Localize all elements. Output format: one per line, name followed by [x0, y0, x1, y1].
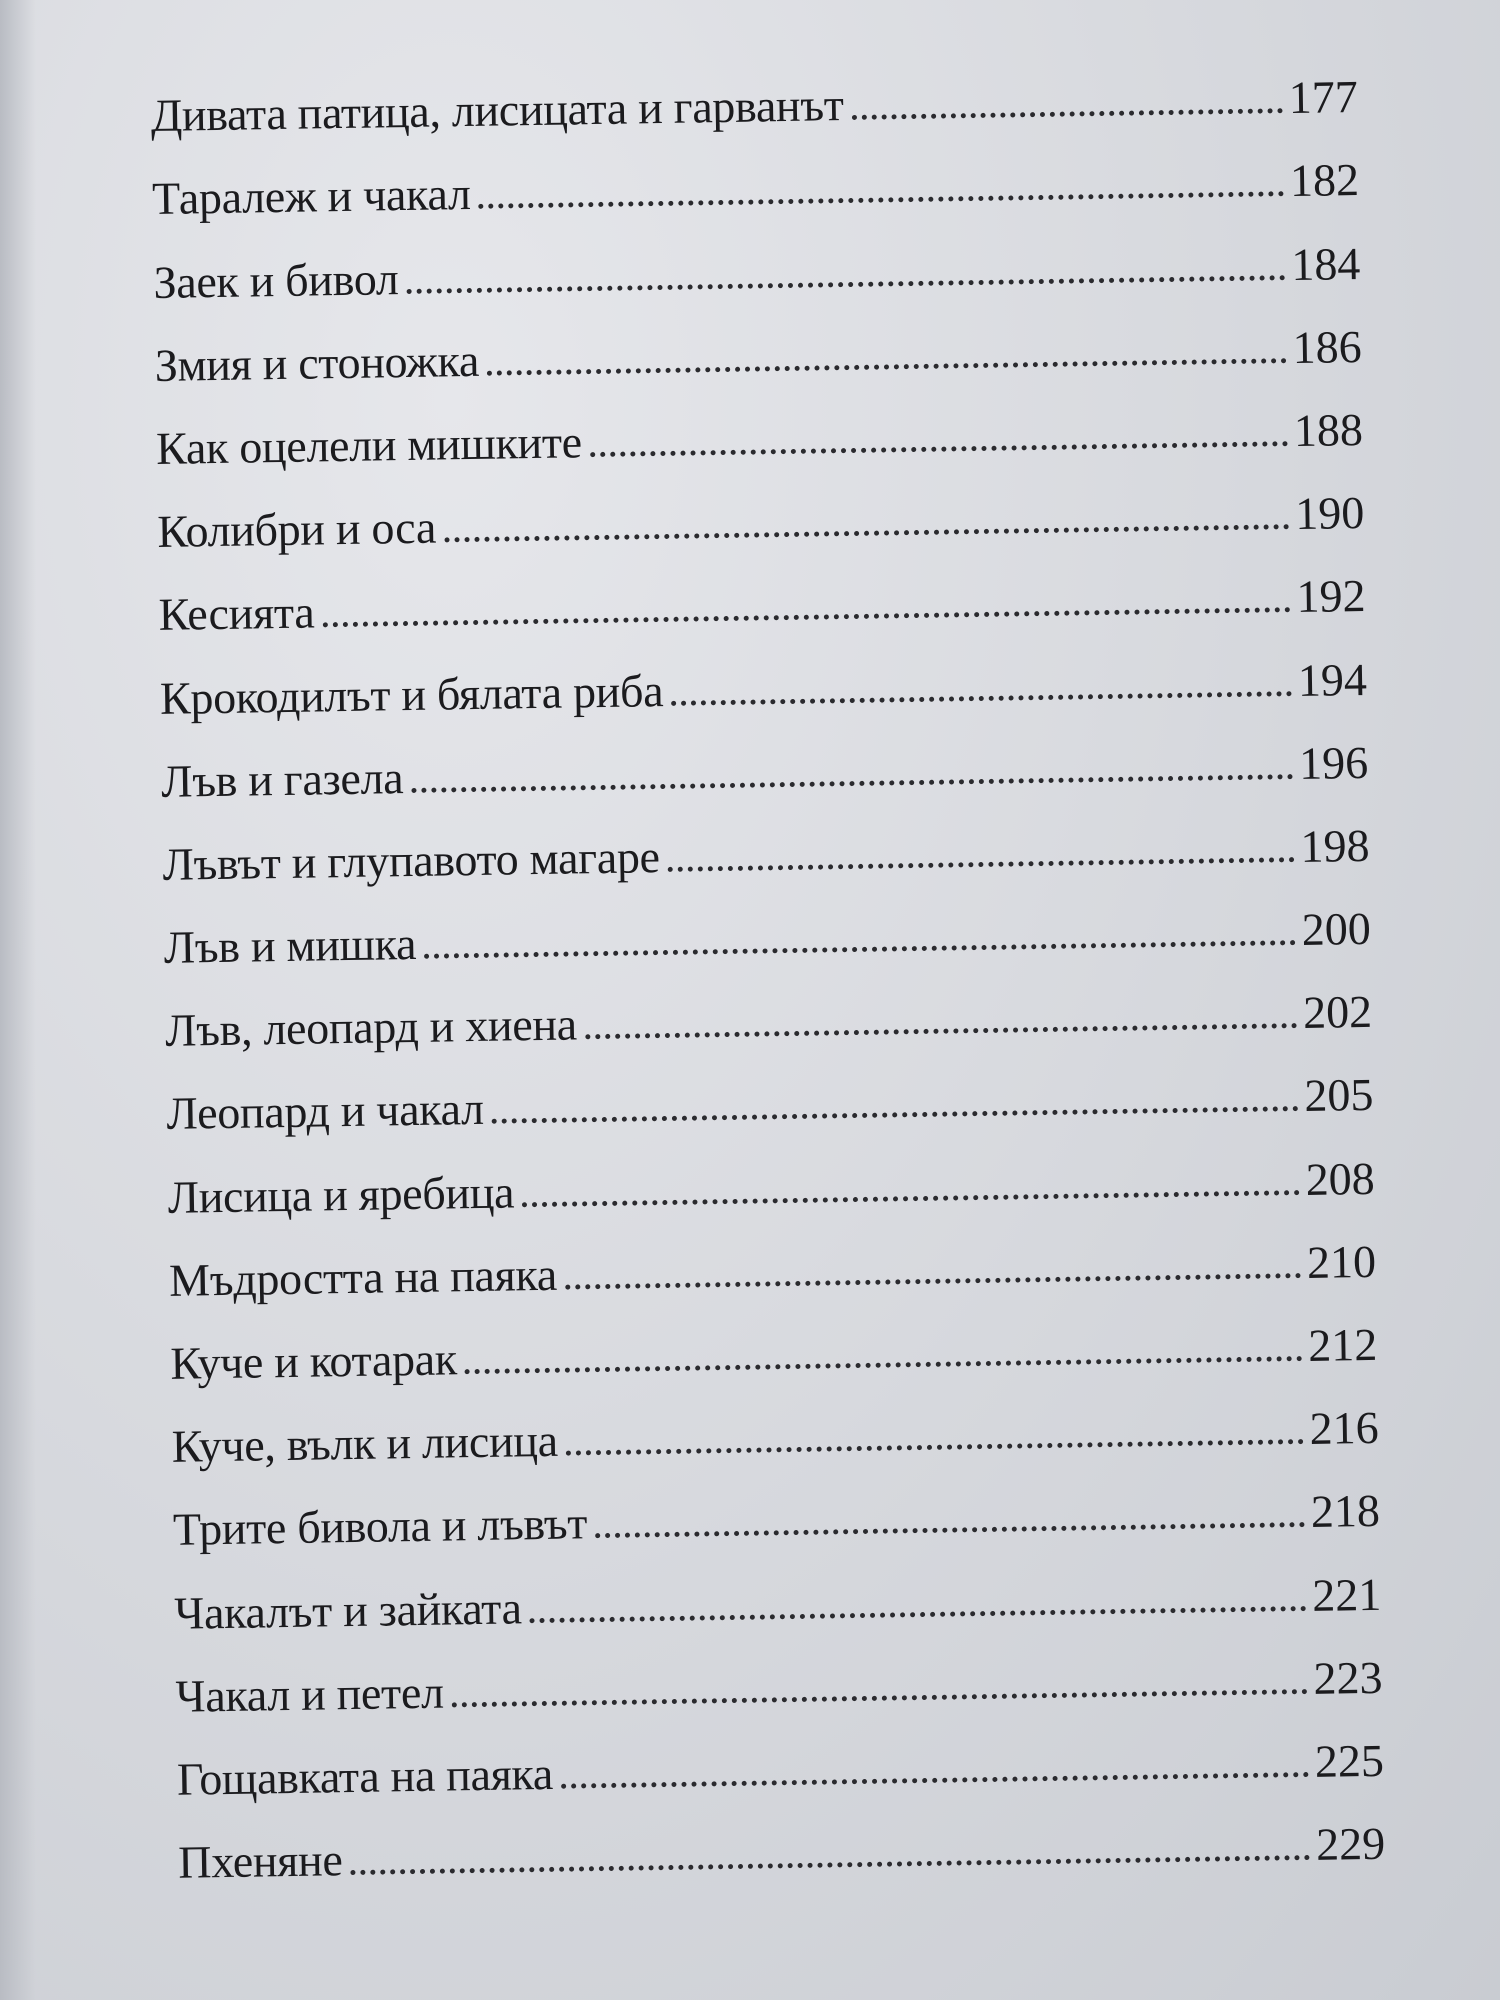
leader-dots	[452, 1689, 1308, 1707]
page-number: 210	[1306, 1235, 1377, 1288]
toc-entry	[177, 1790, 1398, 1892]
entry-title: Лъвът и глупавото магаре	[162, 830, 661, 890]
leader-dots	[595, 1522, 1305, 1538]
leader-dots	[561, 1772, 1309, 1789]
leader-dots	[351, 1855, 1311, 1875]
leader-dots	[852, 108, 1283, 120]
entry-title: Трите бивола и лъвът	[172, 1497, 588, 1556]
entry-title: Заек и бивол	[153, 252, 399, 308]
leader-dots	[424, 940, 1296, 959]
leader-dots	[671, 691, 1292, 706]
entry-title: Как оцелели мишките	[155, 416, 583, 474]
leader-dots	[479, 192, 1285, 210]
leader-dots	[565, 1273, 1301, 1290]
entry-title: Дивата патица, лисицата и гарванът	[150, 79, 844, 142]
page-number: 190	[1294, 487, 1365, 540]
entry-title: Крокодилът и бялата риба	[159, 664, 664, 724]
page-number: 186	[1292, 320, 1363, 373]
leader-dots	[668, 857, 1295, 872]
entry-title: Лъв и мишка	[163, 917, 417, 973]
leader-dots	[322, 607, 1290, 627]
entry-title: Кесията	[158, 586, 315, 641]
page-number: 177	[1288, 71, 1359, 124]
leader-dots	[566, 1439, 1304, 1456]
page-number: 212	[1307, 1318, 1378, 1371]
page-number: 225	[1314, 1734, 1385, 1787]
entry-title: Гощавката на паяка	[176, 1747, 554, 1805]
leader-dots	[492, 1107, 1299, 1125]
leader-dots	[465, 1356, 1303, 1374]
page-number: 216	[1309, 1402, 1380, 1455]
page-number: 202	[1302, 986, 1373, 1039]
page-number: 200	[1301, 902, 1372, 956]
entry-title: Леопард и чакал	[166, 1083, 485, 1140]
entry-title: Лисица и яребица	[167, 1166, 515, 1223]
page-number: 198	[1300, 819, 1370, 872]
entry-title: Куче и котарак	[170, 1333, 458, 1389]
entry-title: Мъдростта на паяка	[168, 1248, 558, 1306]
leader-dots	[585, 1023, 1297, 1039]
leader-dots	[530, 1606, 1307, 1623]
leader-dots	[590, 441, 1288, 457]
leader-dots	[407, 275, 1286, 294]
entry-title: Змия и стоножка	[154, 334, 480, 391]
page-number: 223	[1313, 1651, 1383, 1704]
entry-title: Куче, вълк и лисица	[171, 1414, 559, 1473]
leader-dots	[522, 1190, 1300, 1207]
page-number: 182	[1289, 154, 1360, 207]
page-number: 192	[1296, 570, 1366, 623]
leader-dots	[487, 358, 1287, 376]
entry-title: Чакалът и зайката	[173, 1581, 523, 1639]
entry-title: Лъв и газела	[160, 751, 404, 807]
entry-title: Лъв, леопард и хиена	[164, 998, 578, 1057]
page-number: 221	[1311, 1568, 1382, 1621]
page-number: 229	[1315, 1817, 1386, 1871]
page-number: 208	[1305, 1152, 1376, 1205]
entry-title: Колибри и оса	[156, 501, 437, 558]
page-number: 184	[1290, 237, 1361, 290]
leader-dots	[444, 524, 1289, 542]
page-number: 194	[1297, 653, 1368, 706]
page-number: 218	[1310, 1485, 1381, 1538]
entry-title: Таралеж и чакал	[151, 168, 471, 225]
entry-title: Пхеняне	[177, 1834, 343, 1888]
table-of-contents	[150, 43, 1400, 1962]
page-number: 188	[1293, 403, 1364, 457]
leader-dots	[411, 774, 1293, 793]
page-number: 205	[1303, 1069, 1374, 1122]
page-number: 196	[1298, 736, 1369, 789]
entry-title: Чакал и петел	[175, 1666, 445, 1722]
